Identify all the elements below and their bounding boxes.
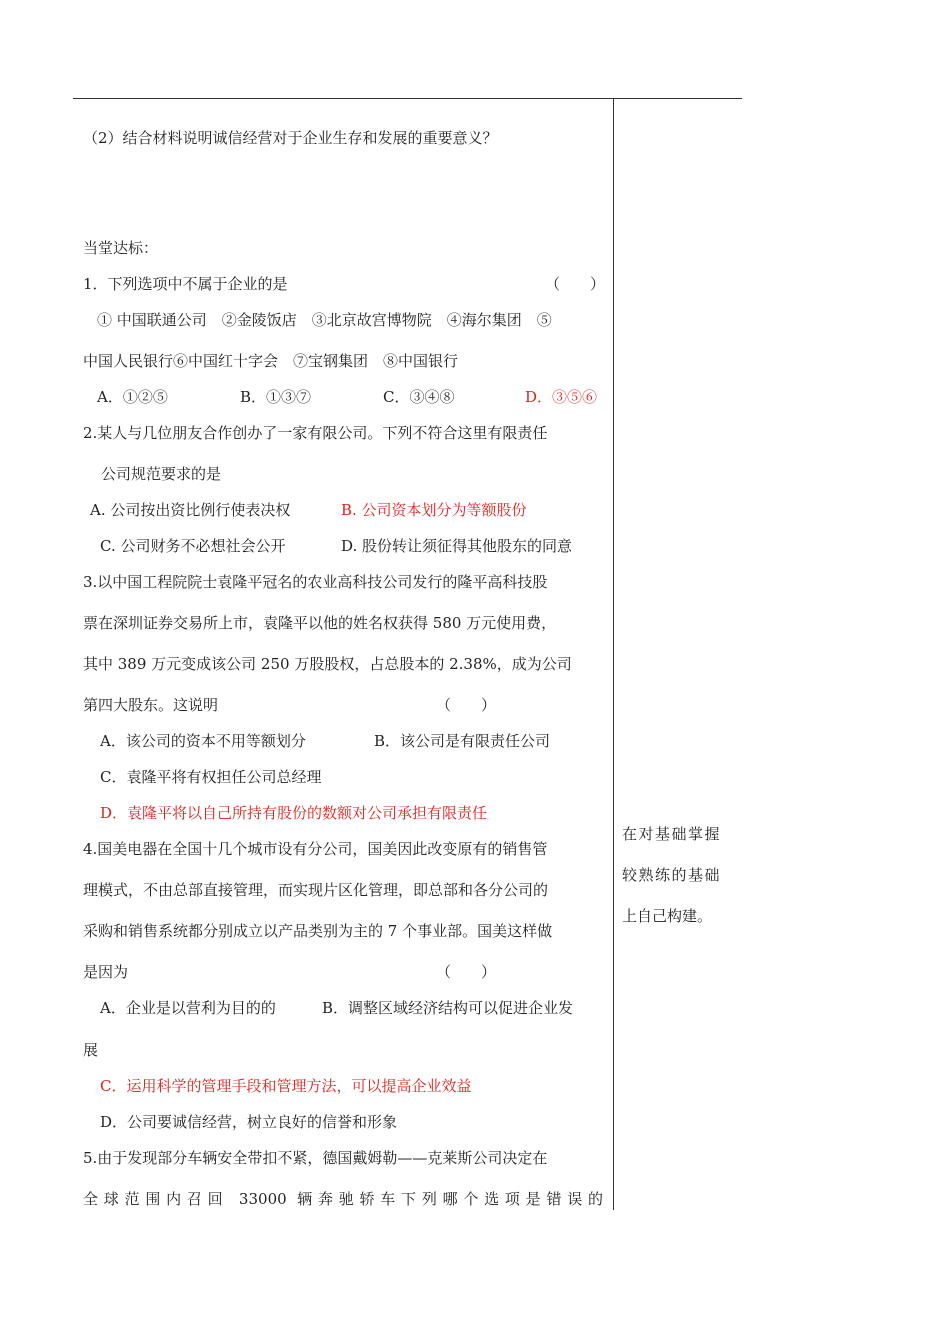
q4-option-b: B．调整区域经济结构可以促进企业发: [322, 999, 574, 1017]
side-note-line-2: 较熟练的基础: [622, 866, 722, 884]
q3-answer-paren: （ ）: [436, 696, 497, 714]
q1-option-c: C．③④⑧: [383, 388, 455, 406]
top-rule: [73, 98, 742, 99]
column-divider: [613, 98, 614, 1210]
q5-line-2: 全球范围内召回 33000 辆奔驰轿车下列哪个选项是错误的: [83, 1190, 603, 1208]
q1-stem: 1．下列选项中不属于企业的是: [83, 275, 288, 293]
side-note-line-3: 上自己构建。: [622, 907, 713, 925]
q4-line-1: 4.国美电器在全国十几个城市设有分公司，国美因此改变原有的销售管: [83, 840, 548, 858]
q2-option-b-answer: B. 公司资本划分为等额股份: [341, 501, 527, 519]
q3-option-a: A．该公司的资本不用等额划分: [100, 732, 306, 750]
q2-option-d: D. 股份转让须征得其他股东的同意: [341, 537, 573, 555]
q3-line-4: 第四大股东。这说明: [83, 696, 219, 714]
side-note-line-1: 在对基础掌握: [622, 825, 722, 843]
q3-line-2: 票在深圳证券交易所上市，袁隆平以他的姓名权获得 580 万元使用费，: [83, 614, 557, 632]
q1-answer-paren: （ ）: [545, 275, 606, 293]
q4-line-4: 是因为: [83, 963, 129, 981]
q1-option-d-answer: D．③⑤⑥: [525, 388, 598, 406]
q4-line-2: 理模式，不由总部直接管理，而实现片区化管理，即总部和各分公司的: [83, 881, 549, 899]
q4-option-a: A．企业是以营利为目的的: [100, 999, 276, 1017]
q2-option-a: A. 公司按出资比例行使表决权: [90, 501, 291, 519]
q2-option-c: C. 公司财务不必想社会公开: [100, 537, 286, 555]
q1-option-a: A．①②⑤: [97, 388, 168, 406]
q2-stem-line-1: 2.某人与几位朋友合作创办了一家有限公司。下列不符合这里有限责任: [83, 424, 548, 442]
q2-stem-line-2: 公司规范要求的是: [101, 465, 222, 483]
q3-line-3: 其中 389 万元变成该公司 250 万股股权，占总股本的 2.38%，成为公司: [83, 655, 572, 673]
q5-line-1: 5.由于发现部分车辆安全带扣不紧，德国戴姆勒——克莱斯公司决定在: [83, 1149, 548, 1167]
section-title: 当堂达标：: [83, 239, 159, 257]
q3-line-1: 3.以中国工程院院士袁隆平冠名的农业高科技公司发行的隆平高科技股: [83, 573, 548, 591]
q4-option-d: D．公司要诚信经营，树立良好的信誉和形象: [100, 1113, 398, 1131]
q4-answer-paren: （ ）: [436, 963, 497, 981]
q4-option-c-answer: C．运用科学的管理手段和管理方法，可以提高企业效益: [100, 1077, 472, 1095]
q4-line-3: 采购和销售系统都分别成立以产品类别为主的 7 个事业部。国美这样做: [83, 922, 553, 940]
q1-list-line-1: ① 中国联通公司 ②金陵饭店 ③北京故宫博物院 ④海尔集团 ⑤: [97, 311, 552, 329]
q1-list-line-2: 中国人民银行⑥中国红十字会 ⑦宝钢集团 ⑧中国银行: [83, 352, 459, 370]
q3-option-d-answer: D．袁隆平将以自己所持有股份的数额对公司承担有限责任: [100, 804, 488, 822]
q3-option-b: B．该公司是有限责任公司: [374, 732, 551, 750]
q4-option-b-continued: 展: [83, 1041, 99, 1059]
q1-option-b: B．①③⑦: [240, 388, 312, 406]
q3-option-c: C．袁隆平将有权担任公司总经理: [100, 768, 322, 786]
question-part-2: （2）结合材料说明诚信经营对于企业生存和发展的重要意义？: [83, 129, 498, 147]
